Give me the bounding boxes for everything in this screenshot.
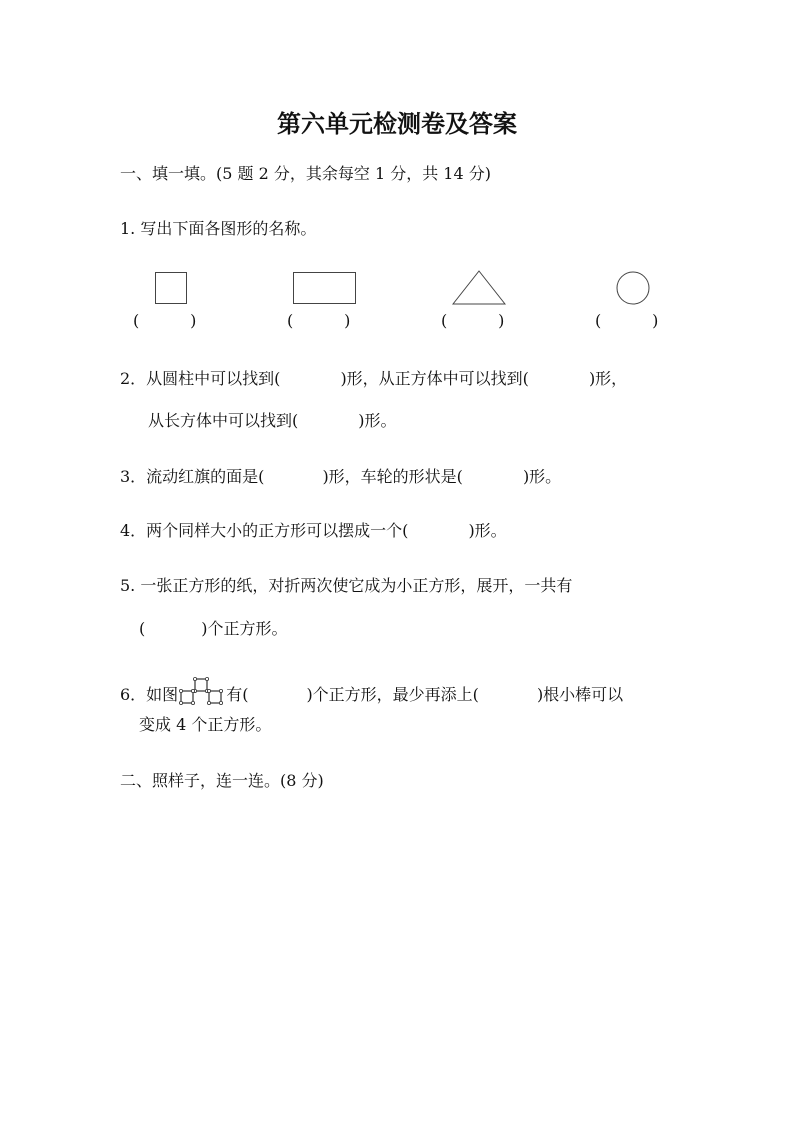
question-5-line1: 5. 一张正方形的纸，对折两次使它成为小正方形，展开，一共有 [120, 576, 573, 595]
question-4 [120, 520, 507, 542]
circle-shape [615, 270, 651, 306]
section1-heading: 一、填一填。(5 题 2 分，其余每空 1 分，共 14 分) [120, 164, 491, 183]
answer-paren-rectangle: ( ) [287, 311, 351, 330]
rectangle-shape [293, 272, 356, 304]
question-2-line1 [120, 368, 627, 390]
q2-text-a: 2．从圆柱中可以找到( [120, 369, 281, 388]
q3-text-c: )形。 [522, 467, 562, 486]
q6-text-b: 有( [226, 685, 249, 704]
q6-text-a: 6．如图 [120, 685, 179, 704]
q5-text-b: ( [139, 619, 146, 638]
question-5-line2 [139, 618, 288, 640]
q2-text-c: )形， [588, 369, 628, 388]
answer-paren-triangle: ( ) [441, 311, 505, 330]
q4-text-a: 4．两个同样大小的正方形可以摆成一个( [120, 521, 409, 540]
triangle-shape [452, 270, 506, 306]
question-6-line1 [120, 677, 623, 707]
question-6-line2: 变成 4 个正方形。 [139, 715, 272, 734]
q3-text-a: 3．流动红旗的面是( [120, 467, 265, 486]
question-2-line2 [148, 410, 397, 432]
q2-text-d: 从长方体中可以找到( [148, 411, 299, 430]
q6-text-d: )根小棒可以 [536, 685, 624, 704]
q4-text-b: )形。 [468, 521, 507, 540]
square-shape [155, 272, 187, 304]
q2-text-e: )形。 [358, 411, 397, 430]
q2-text-b: )形，从正方体中可以找到( [340, 369, 529, 388]
q3-text-b: )形，车轮的形状是( [322, 467, 463, 486]
q6-text-c: )个正方形，最少再添上( [306, 685, 479, 704]
page-title: 第六单元检测卷及答案 [277, 110, 517, 138]
matchstick-squares-figure [179, 677, 225, 707]
question-3 [120, 466, 561, 488]
q5-text-c: )个正方形。 [201, 619, 288, 638]
question-1-text: 1. 写出下面各图形的名称。 [120, 219, 317, 238]
answer-paren-square: ( ) [133, 311, 197, 330]
section2-heading: 二、照样子，连一连。(8 分) [120, 771, 324, 790]
answer-paren-circle: ( ) [595, 311, 659, 330]
